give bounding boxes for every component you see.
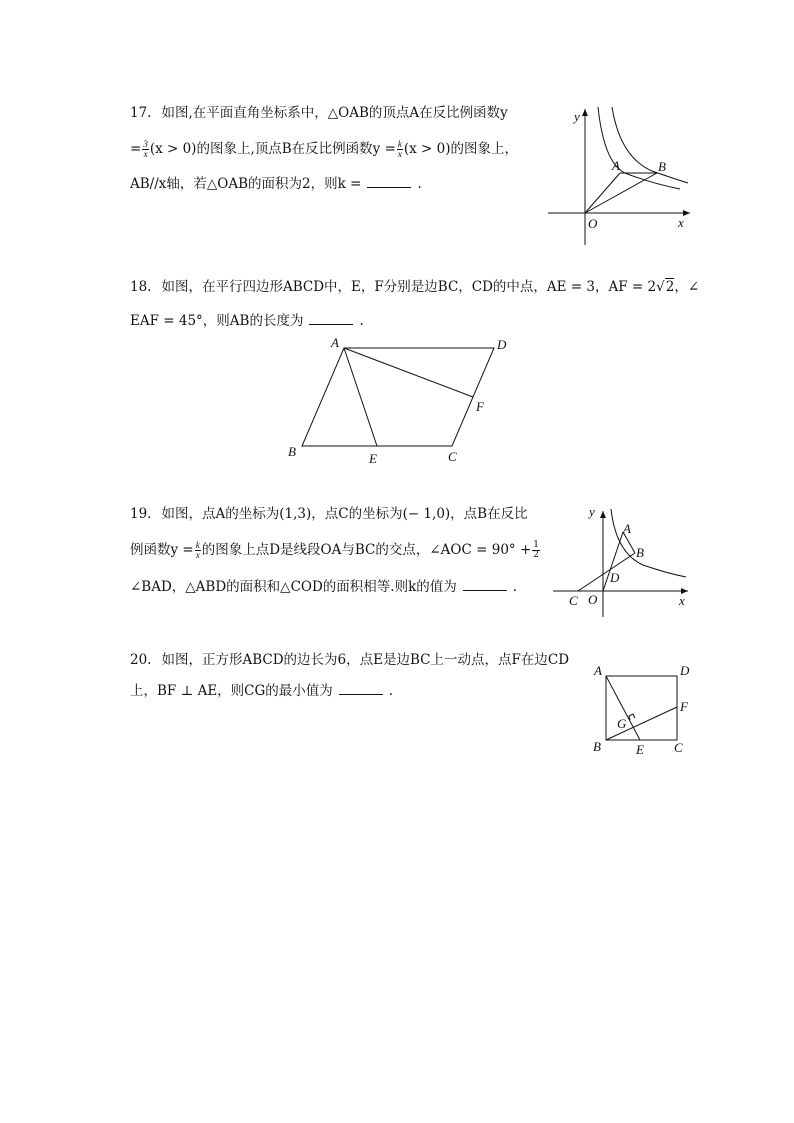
q18-segment-ae xyxy=(344,348,377,446)
q17-answer-blank[interactable] xyxy=(367,175,411,188)
q18-text-2a: EAF = 45°，则AB的长度为 xyxy=(130,313,304,329)
q17-segment-ob xyxy=(585,173,657,213)
q19-text-2b: 的图象上点D是线段OA与BC的交点，∠AOC = 90° + xyxy=(201,542,532,558)
q17-text-3b: . xyxy=(417,176,422,192)
q20-label-f: F xyxy=(680,699,688,714)
q18-figure xyxy=(285,335,515,470)
q18-sqrt-symbol: √ xyxy=(656,279,665,295)
q20-line-2 xyxy=(130,681,393,701)
q20-label-d: D xyxy=(680,663,690,678)
q17-line-2 xyxy=(130,139,518,159)
q19-answer-blank[interactable] xyxy=(463,578,507,591)
q20-label-b: B xyxy=(593,739,601,754)
q19-text-3a: ∠BAD，△ABD的面积和△COD的面积相等.则k的值为 xyxy=(130,579,457,595)
q19-text-1: 如图，点A的坐标为(1,3)，点C的坐标为(− 1,0)，点B在反比 xyxy=(161,506,528,522)
q18-text-1a: 如图，在平行四边形ABCD中，E，F分别是边BC，CD的中点，AE = 3，AF = 2 xyxy=(161,279,657,295)
q19-text-2a: 例函数y = xyxy=(130,542,194,558)
q19-label-d: D xyxy=(610,570,620,585)
q18-text-2b: . xyxy=(359,313,364,329)
q20-text-1: 如图，正方形ABCD的边长为6，点E是边BC上一动点，点F在边CD xyxy=(161,652,570,668)
q17-text-2c: (x > 0)的图象上， xyxy=(403,141,519,157)
q19-fraction-2: $\frac{1}{2}$ xyxy=(533,540,539,560)
q18-answer-blank[interactable] xyxy=(309,312,353,325)
q17-fraction-2: $\frac{k}{x}$ xyxy=(397,139,402,159)
q19-segment-cb xyxy=(578,553,635,591)
q18-label-a: A xyxy=(331,335,339,350)
q17-segment-oa xyxy=(585,173,620,213)
q19-text-3b: . xyxy=(512,579,518,595)
q19-line-2 xyxy=(130,540,541,560)
q18-label-c: C xyxy=(448,449,457,464)
q17-label-o: O xyxy=(588,216,598,231)
q20-label-c: C xyxy=(674,740,683,755)
q18-label-f: F xyxy=(476,399,484,414)
q19-label-c: C xyxy=(569,593,578,608)
q20-label-a: A xyxy=(594,663,602,678)
q19-curve xyxy=(611,509,686,577)
q20-text-2b: . xyxy=(388,683,394,699)
q19-label-y: y xyxy=(589,504,595,519)
q17-figure xyxy=(540,105,700,250)
q17-line-3 xyxy=(130,174,422,194)
q17-text-2a: = xyxy=(130,141,142,157)
q19-figure xyxy=(548,505,698,620)
q20-figure xyxy=(585,660,700,760)
q17-label-x: x xyxy=(678,215,684,230)
q18-line-1 xyxy=(130,277,699,297)
q19-number: 19. xyxy=(130,506,152,522)
q19-fraction-1: $\frac{k}{x}$ xyxy=(195,540,200,560)
q20-number: 20. xyxy=(130,652,152,668)
q17-line-1 xyxy=(130,103,508,123)
q19-label-o: O xyxy=(588,592,598,607)
q17-text-1: 如图,在平面直角坐标系中，△OAB的顶点A在反比例函数y xyxy=(161,105,508,121)
q18-segment-af xyxy=(344,348,473,397)
q18-sqrt-radicand: 2 xyxy=(665,279,675,295)
q17-label-a: A xyxy=(612,158,620,173)
q18-line-2 xyxy=(130,311,364,331)
q20-text-2a: 上，BF ⊥ AE，则CG的最小值为 xyxy=(130,683,333,699)
q17-label-y: y xyxy=(574,109,580,124)
q17-text-3a: AB//x轴，若△OAB的面积为2，则k = xyxy=(130,176,362,192)
q17-text-2b: (x > 0)的图象上,顶点B在反比例函数y = xyxy=(149,141,396,157)
q18-number: 18. xyxy=(130,279,152,295)
q19-label-b: B xyxy=(636,545,644,560)
q18-label-e: E xyxy=(369,451,377,466)
q19-label-x: x xyxy=(679,593,685,608)
q18-text-1c: ，∠ xyxy=(674,279,700,295)
q20-answer-blank[interactable] xyxy=(339,682,383,695)
q17-label-b: B xyxy=(658,159,666,174)
q17-number: 17. xyxy=(130,105,152,121)
q18-label-b: B xyxy=(288,444,296,459)
q20-label-g: G xyxy=(617,716,627,731)
q18-parallelogram xyxy=(302,348,494,446)
q17-fraction-1: $\frac{3}{x}$ xyxy=(143,139,148,159)
q19-line-3 xyxy=(130,577,517,597)
q18-label-d: D xyxy=(497,337,507,352)
q20-right-angle-mark xyxy=(629,714,635,720)
q19-label-a: A xyxy=(623,521,631,536)
q20-label-e: E xyxy=(636,742,644,757)
q20-line-1 xyxy=(130,650,569,670)
q19-line-1 xyxy=(130,504,528,524)
